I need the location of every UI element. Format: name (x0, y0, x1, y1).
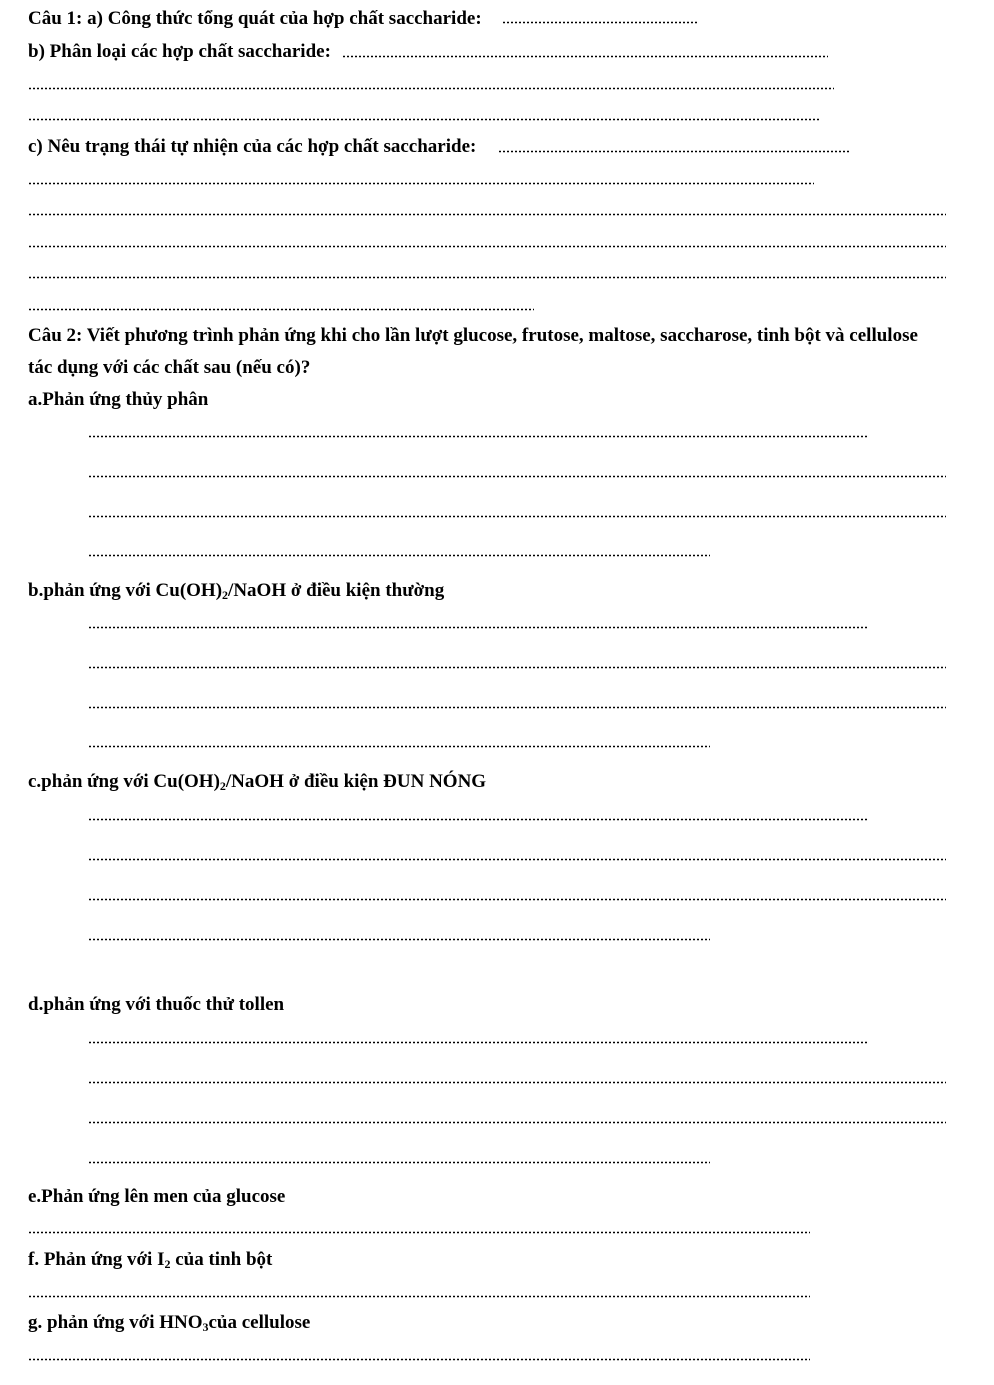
answer-line[interactable] (88, 706, 946, 709)
answer-line[interactable] (88, 515, 946, 518)
answer-line[interactable] (88, 666, 946, 669)
q2-c-label: c.phản ứng với $Cu(OH)_2$/NaOH ở điều kiện ĐUN NÓNG (28, 771, 487, 793)
q2-a-label: a.Phản ứng thủy phân (28, 389, 209, 410)
answer-line[interactable] (28, 276, 946, 279)
answer-line[interactable] (88, 1161, 710, 1164)
answer-line[interactable] (88, 1121, 946, 1124)
answer-line[interactable] (88, 898, 946, 901)
answer-line[interactable] (88, 475, 946, 478)
answer-line[interactable] (28, 182, 814, 185)
answer-line[interactable] (88, 938, 710, 941)
answer-line[interactable] (88, 1041, 868, 1044)
answer-line[interactable] (88, 1081, 946, 1084)
answer-line[interactable] (28, 1358, 810, 1361)
answer-line[interactable] (88, 818, 868, 821)
answer-line[interactable] (28, 118, 820, 121)
answer-line[interactable] (28, 308, 534, 311)
q2-d-label: d.phản ứng với thuốc thử tollen (28, 994, 285, 1015)
answer-line[interactable] (28, 245, 946, 248)
answer-line[interactable] (342, 55, 828, 58)
q1-c-label: c) Nêu trạng thái tự nhiện của các hợp chất saccharide: (28, 136, 477, 157)
answer-line[interactable] (502, 21, 698, 24)
q2-f-label: f. Phản ứng với $I_2$ của tinh bột (28, 1249, 273, 1271)
answer-line[interactable] (88, 554, 710, 557)
q2-e-label: e.Phản ứng lên men của glucose (28, 1186, 286, 1207)
q2-question-line2: tác dụng với các chất sau (nếu có)? (28, 357, 311, 378)
answer-line[interactable] (88, 745, 710, 748)
answer-line[interactable] (28, 213, 946, 216)
q2-question-line1: Câu 2: Viết phương trình phản ứng khi cho lần lượt glucose, frutose, maltose, saccharose, tinh bột và cellulose (28, 325, 918, 346)
q2-b-label: b.phản ứng với $Cu(OH)_2$/NaOH ở điều kiện thường (28, 580, 445, 602)
q1-b-label: b) Phân loại các hợp chất saccharide: (28, 41, 331, 62)
q1-a-label: Câu 1: a) Công thức tổng quát của hợp chất saccharide: (28, 8, 482, 29)
answer-line[interactable] (88, 435, 868, 438)
answer-line[interactable] (498, 150, 850, 153)
answer-line[interactable] (88, 626, 868, 629)
answer-line[interactable] (88, 858, 946, 861)
answer-line[interactable] (28, 1231, 810, 1234)
answer-line[interactable] (28, 87, 834, 90)
q2-g-label: g. phản ứng với $HNO_3của$ cellulose (28, 1312, 311, 1334)
answer-line[interactable] (28, 1295, 810, 1298)
